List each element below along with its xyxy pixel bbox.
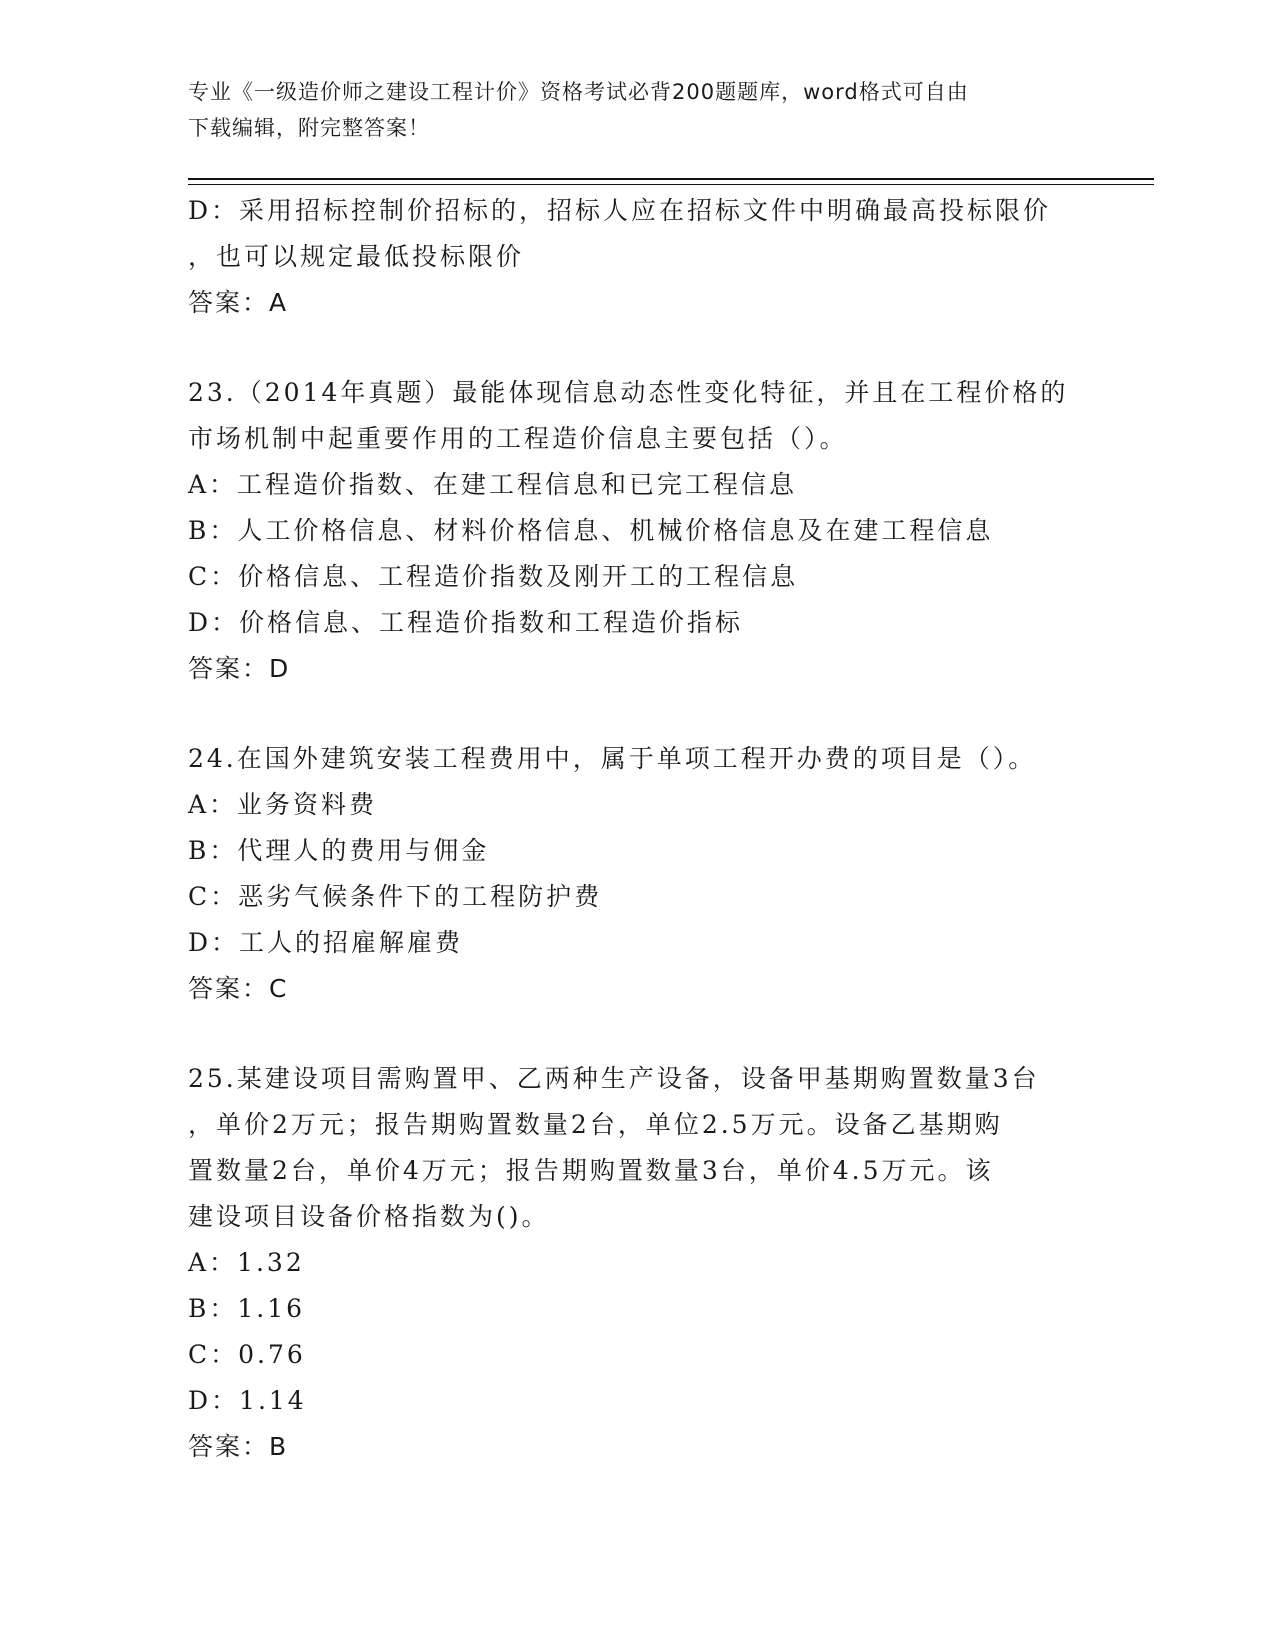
answer: 答案：B <box>188 1432 289 1461</box>
option-a: A：工程造价指数、在建工程信息和已完工程信息 <box>188 470 798 499</box>
answer: 答案：D <box>188 654 291 683</box>
option-a: A：1.32 <box>188 1248 305 1277</box>
answer: 答案：C <box>188 974 289 1003</box>
header-divider-thick <box>188 178 1154 180</box>
option-c: C：恶劣气候条件下的工程防护费 <box>188 882 603 911</box>
question-stem: 24.在国外建筑安装工程费用中，属于单项工程开办费的项目是（）。 <box>188 744 1037 773</box>
spacer <box>188 326 1088 370</box>
option-d: D：工人的招雇解雇费 <box>188 928 464 957</box>
question-stem-continued: 建设项目设备价格指数为()。 <box>188 1202 550 1231</box>
question-content <box>188 188 1088 1470</box>
page-header <box>188 74 1088 146</box>
question-stem: 25.某建设项目需购置甲、乙两种生产设备，设备甲基期购置数量3台 <box>188 1064 1040 1093</box>
option-d-continued: ，也可以规定最低投标限价 <box>188 242 525 271</box>
option-d: D：采用招标控制价招标的，招标人应在招标文件中明确最高投标限价 <box>188 196 1052 225</box>
option-b: B：1.16 <box>188 1294 306 1323</box>
spacer <box>188 692 1088 736</box>
spacer <box>188 1012 1088 1056</box>
question-24 <box>188 736 1088 1012</box>
question-stem-continued: 置数量2台，单价4万元；报告期购置数量3台，单价4.5万元。该 <box>188 1156 994 1185</box>
option-c: C：0.76 <box>188 1340 306 1369</box>
option-d: D：1.14 <box>188 1386 307 1415</box>
question-stem-continued: ，单价2万元；报告期购置数量2台，单位2.5万元。设备乙基期购 <box>188 1110 1003 1139</box>
answer: 答案：A <box>188 288 289 317</box>
option-c: C：价格信息、工程造价指数及刚开工的工程信息 <box>188 562 799 591</box>
option-d: D：价格信息、工程造价指数和工程造价指标 <box>188 608 744 637</box>
question-22-tail <box>188 188 1088 326</box>
question-stem-continued: 市场机制中起重要作用的工程造价信息主要包括（）。 <box>188 424 848 453</box>
option-b: B：代理人的费用与佣金 <box>188 836 490 865</box>
header-line-1: 专业《一级造价师之建设工程计价》资格考试必背200题题库，word格式可自由 <box>188 80 969 104</box>
header-line-2: 下载编辑，附完整答案！ <box>188 116 430 140</box>
option-a: A：业务资料费 <box>188 790 378 819</box>
question-25 <box>188 1056 1088 1470</box>
question-stem: 23.（2014年真题）最能体现信息动态性变化特征，并且在工程价格的 <box>188 378 1069 407</box>
option-b: B：人工价格信息、材料价格信息、机械价格信息及在建工程信息 <box>188 516 994 545</box>
question-23 <box>188 370 1088 692</box>
header-divider-thin <box>188 184 1154 185</box>
